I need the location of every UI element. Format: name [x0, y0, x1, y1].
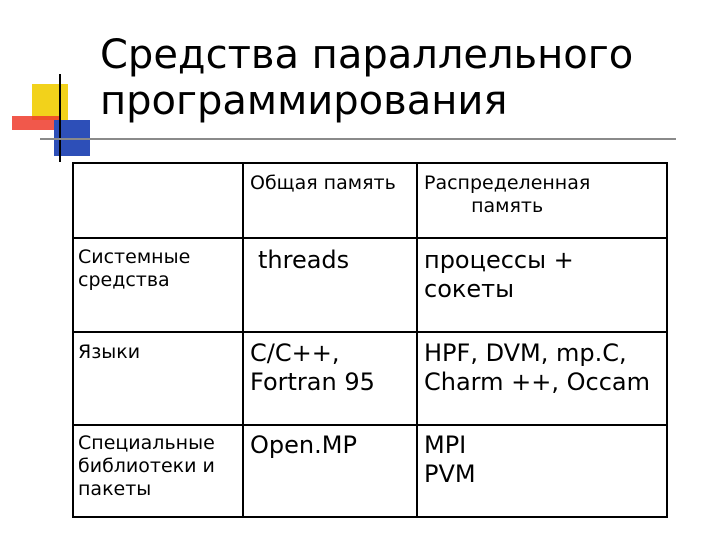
column-divider — [242, 164, 244, 516]
title-line-2: программирования — [100, 78, 508, 124]
cell-system-shared: threads — [258, 246, 350, 274]
cell-languages-shared: C/C++, Fortran 95 — [250, 339, 375, 396]
cell-languages-distributed: HPF, DVM, mp.C, Charm ++, Occam — [424, 339, 650, 396]
title-underline — [40, 138, 676, 140]
row-label-languages: Языки — [78, 341, 141, 363]
deco-red-bar — [12, 116, 60, 130]
row-label-system-tools: Системные средства — [78, 246, 191, 291]
row-divider — [74, 237, 666, 239]
cell-libraries-distributed: MPI PVM — [424, 431, 476, 488]
row-label-special-libraries: Специальные библиотеки и пакеты — [78, 432, 215, 500]
slide-title — [100, 32, 633, 124]
cell-system-distributed: процессы + сокеты — [424, 246, 574, 303]
row-divider — [74, 331, 666, 333]
cell-libraries-shared: Open.MP — [250, 431, 357, 459]
title-decoration — [0, 0, 110, 170]
title-line-1: Средства параллельного — [100, 32, 634, 78]
header-distributed-memory: Распределенная память — [424, 172, 591, 217]
comparison-table — [72, 162, 668, 518]
header-shared-memory: Общая память — [250, 172, 396, 194]
deco-yellow-square — [32, 84, 68, 120]
row-divider — [74, 424, 666, 426]
column-divider — [416, 164, 418, 516]
